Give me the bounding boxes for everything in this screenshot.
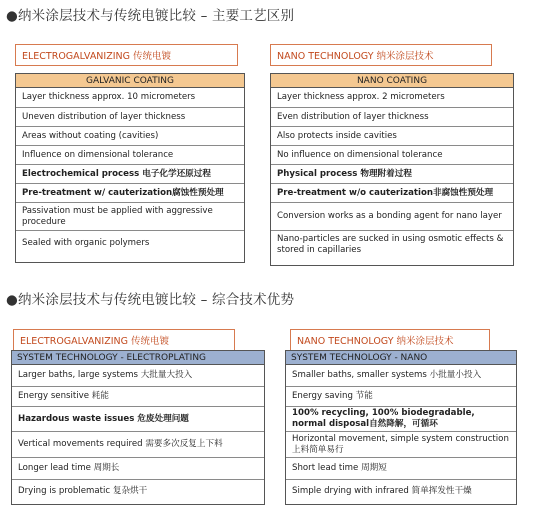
table-row: Electrochemical process 电子化学还原过程 — [16, 165, 244, 184]
table-row: Smaller baths, smaller systems 小批量小投入 — [286, 365, 516, 387]
section-title-process-differences: ●纳米涂层技术与传统电镀比较 – 主要工艺区别 — [6, 8, 295, 24]
table-row: Short lead time 周期短 — [286, 458, 516, 480]
table-header: SYSTEM TECHNOLOGY - ELECTROPLATING — [12, 351, 264, 365]
table-row: 100% recycling, 100% biodegradable, normal disposal自然降解，可循环 — [286, 407, 516, 432]
table-row: Layer thickness approx. 2 micrometers — [271, 88, 513, 108]
table-row: Energy sensitive 耗能 — [12, 387, 264, 407]
nano-system-table — [285, 350, 517, 505]
table-row: Passivation must be applied with aggressive procedure — [16, 203, 244, 231]
table-row: No influence on dimensional tolerance — [271, 146, 513, 165]
table-row: Nano-particles are sucked in using osmotic effects & stored in capillaries — [277, 233, 504, 255]
table-row: Influence on dimensional tolerance — [16, 146, 244, 165]
electrogalvanizing-label-2: ELECTROGALVANIZING 传统电镀 — [13, 329, 235, 351]
table-row: Conversion works as a bonding agent for nano layer — [271, 203, 513, 231]
table-row: Simple drying with infrared 简单挥发性干燥 — [292, 485, 472, 496]
electrogalvanizing-label: ELECTROGALVANIZING 传统电镀 — [15, 44, 238, 66]
table-row: Pre-treatment w/ cauterization腐蚀性预处理 — [16, 184, 244, 203]
table-row: Hazardous waste issues 危废处理问题 — [12, 407, 264, 432]
table-row: Longer lead time 周期长 — [12, 458, 264, 480]
table-row: Uneven distribution of layer thickness — [16, 108, 244, 127]
table-row: Larger baths, large systems 大批量大投入 — [12, 365, 264, 387]
table-row: Layer thickness approx. 10 micrometers — [16, 88, 244, 108]
table-row: Even distribution of layer thickness — [271, 108, 513, 127]
table-row: Also protects inside cavities — [271, 127, 513, 146]
section-title-technology-advantages: ●纳米涂层技术与传统电镀比较 – 综合技术优势 — [6, 292, 295, 308]
table-row: Horizontal movement, simple system construction 上料简单易行 — [286, 432, 516, 458]
nano-coating-table — [270, 73, 514, 266]
table-row: Physical process 物理附着过程 — [271, 165, 513, 184]
table-row: Vertical movements required 需要多次反复上下料 — [12, 432, 264, 458]
table-row: Drying is problematic 复杂烘干 — [18, 485, 148, 496]
table-header: SYSTEM TECHNOLOGY - NANO — [286, 351, 516, 365]
table-row: Pre-treatment w/o cauterization非腐蚀性预处理 — [271, 184, 513, 203]
nano-technology-label-2: NANO TECHNOLOGY 纳米涂层技术 — [290, 329, 490, 351]
nano-technology-label: NANO TECHNOLOGY 纳米涂层技术 — [270, 44, 492, 66]
electroplating-system-table — [11, 350, 265, 505]
table-header: GALVANIC COATING — [16, 74, 244, 88]
table-row: Areas without coating (cavities) — [16, 127, 244, 146]
table-row: Energy saving 节能 — [286, 387, 516, 407]
table-header: NANO COATING — [271, 74, 513, 88]
galvanic-coating-table — [15, 73, 245, 263]
table-row: Sealed with organic polymers — [22, 237, 150, 248]
